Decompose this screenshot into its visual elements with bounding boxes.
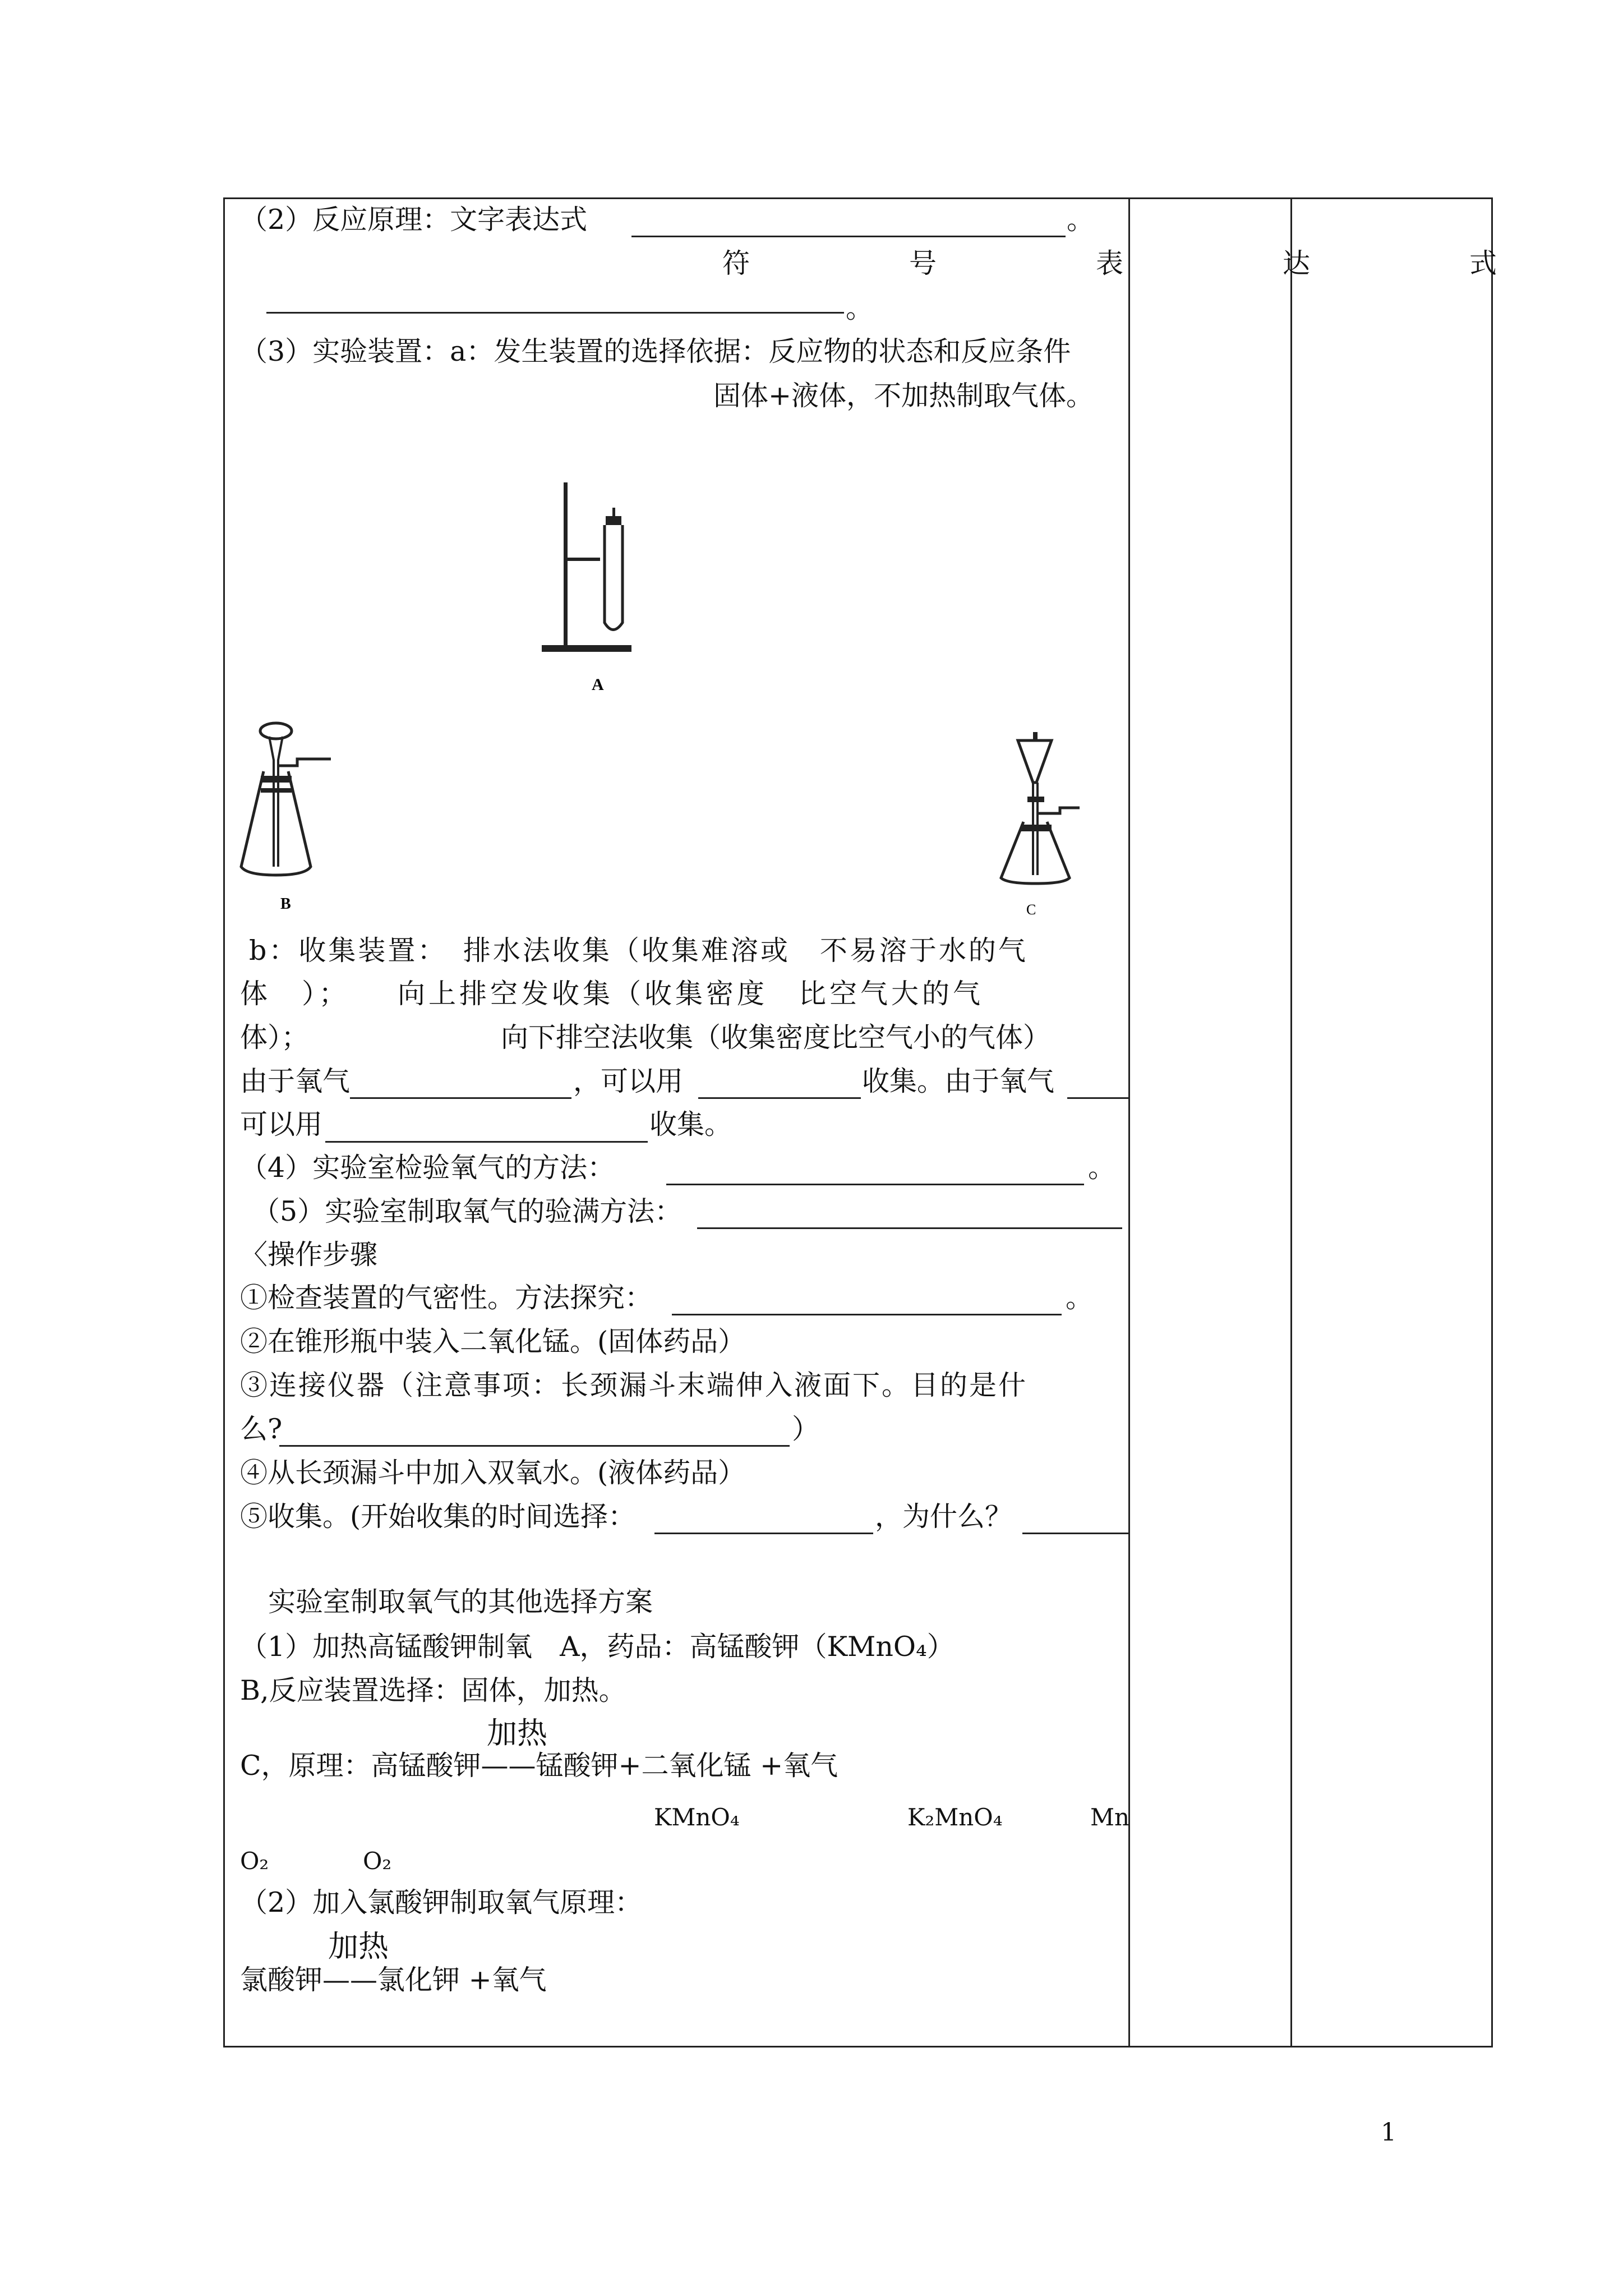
step-5: ⑤收集。(开始收集的时间选择： (240, 1501, 636, 1533)
step-5-blank-2 (1022, 1508, 1129, 1534)
apparatus-c-figure (981, 729, 1094, 920)
step-3-blank (279, 1420, 790, 1447)
formula-mn: Mn (1090, 1803, 1130, 1831)
apparatus-text: （3）实验装置：a：发生装置的选择依据：反应物的状态和反应条件 (240, 335, 1071, 367)
step-1: ①检查装置的气密性。方法探究： (240, 1282, 653, 1314)
step-3-cont: 么? (240, 1413, 283, 1445)
collection-text: b：收集装置： 排水法收集（收集难溶或 不易溶于水的气 (249, 935, 1028, 967)
punct: 。 (1067, 204, 1095, 236)
oxygen-property-text-3: 收集。由于氧气 (862, 1065, 1055, 1097)
formula-k2mno4: K₂MnO₄ (907, 1803, 1003, 1831)
apparatus-b-figure (236, 721, 348, 914)
punct: 。 (1066, 1282, 1094, 1314)
apparatus-a-figure (538, 477, 651, 696)
steps-heading: 〈操作步骤 (240, 1239, 378, 1271)
kclo3-principle: 氯酸钾——氯化钾 +氧气 (240, 1964, 547, 1996)
property-blank-1 (350, 1073, 571, 1099)
svg-text:B: B (280, 895, 291, 913)
heat-label-1: 加热 (487, 1715, 547, 1751)
collection-text-2: 体 ）； 向上排空发收集（收集密度 比空气大的气 (240, 978, 984, 1010)
kclo3-method: （2）加入氯酸钾制取氧气原理： (240, 1887, 643, 1918)
collect-blank (325, 1116, 648, 1143)
step-1-blank (672, 1289, 1062, 1315)
symbol-expression-blank (266, 287, 844, 314)
page-number: 1 (1381, 2118, 1396, 2147)
word-equation-blank (631, 211, 1066, 237)
svg-text:A: A (592, 675, 604, 694)
full-check-blank (697, 1203, 1122, 1229)
apparatus-condition-text: 固体+液体，不加热制取气体。 (713, 380, 1094, 412)
kmno4-principle: C，原理：高锰酸钾——锰酸钾+二氧化锰 +氧气 (240, 1750, 838, 1782)
punct: ） (792, 1413, 820, 1445)
test-oxygen-blank (666, 1159, 1084, 1185)
step-5-cont: ，为什么？ (875, 1501, 1013, 1533)
property-blank-2 (698, 1073, 861, 1099)
formula-o2-1: O₂ (240, 1847, 269, 1875)
punct: 。 (846, 292, 874, 324)
step-5-blank-1 (654, 1508, 873, 1534)
step-4: ④从长颈漏斗中加入双氧水。(液体药品） (240, 1457, 746, 1489)
oxygen-collect-text-2: 收集。 (649, 1108, 732, 1140)
collection-text-3: 体）； (240, 1022, 309, 1053)
kmno4-method: （1）加热高锰酸钾制氧 A，药品：高锰酸钾（KMnO₄） (240, 1631, 955, 1663)
other-methods-heading: 实验室制取氧气的其他选择方案 (268, 1586, 653, 1618)
heat-label-2: 加热 (328, 1929, 389, 1964)
step-2: ②在锥形瓶中装入二氧化锰。(固体药品） (240, 1326, 746, 1358)
formula-o2-2: O₂ (363, 1847, 392, 1875)
oxygen-collect-text: 可以用 (240, 1108, 323, 1140)
full-check-text: （5）实验室制取氧气的验满方法： (252, 1195, 683, 1227)
test-oxygen-text: （4）实验室检验氧气的方法： (240, 1152, 615, 1184)
oxygen-property-text: 由于氧气 (240, 1065, 351, 1097)
symbol-expression-text: 符 号 表 达 式 (722, 247, 1532, 279)
oxygen-property-text-2: ，可以用 (573, 1065, 684, 1097)
collection-text-4: 向下排空法收集（收集密度比空气小的气体） (501, 1022, 1051, 1053)
reaction-principle-text: （2）反应原理：文字表达式 (240, 204, 588, 236)
column-divider-2 (1290, 197, 1292, 2047)
column-divider-1 (1128, 197, 1130, 2047)
kmno4-apparatus: B,反应装置选择：固体，加热。 (240, 1674, 626, 1706)
svg-text:C: C (1026, 901, 1036, 918)
formula-kmno4: KMnO₄ (654, 1803, 740, 1831)
property-blank-3 (1067, 1073, 1129, 1099)
step-3: ③连接仪器（注意事项：长颈漏斗末端伸入液面下。目的是什 (240, 1369, 1028, 1401)
punct: 。 (1088, 1152, 1116, 1184)
